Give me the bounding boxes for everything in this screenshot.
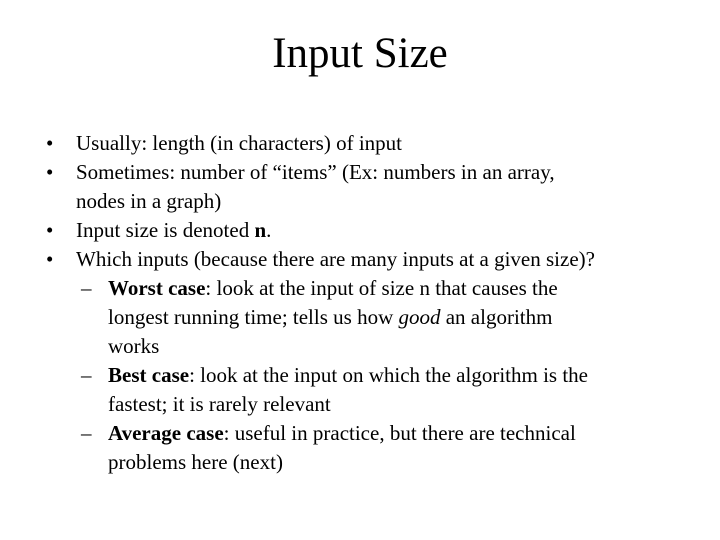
bullet-continuation — [0, 187, 720, 216]
sub-bullet-item — [0, 419, 720, 448]
bullet-item — [0, 216, 720, 245]
sub-bullet-line: : useful in practice, but there are technical — [223, 421, 576, 445]
slide-body — [0, 129, 720, 477]
sub-bullet-line: : look at the input on which the algorithm is the — [189, 363, 589, 387]
bullet-code: n — [254, 218, 267, 242]
sub-bullet-text: fastest; it is rarely relevant — [108, 392, 331, 416]
bullet-glyph: • — [46, 247, 54, 271]
slide-title: Input Size — [272, 30, 448, 77]
bullet-item — [0, 129, 720, 158]
bullet-text-prefix: Input size is denoted — [76, 218, 255, 242]
bullet-glyph: • — [46, 160, 54, 184]
sub-bullet-continuation — [0, 448, 720, 477]
sub-bullet-continuation — [0, 390, 720, 419]
sub-bullet-item — [0, 361, 720, 390]
sub-bullet-continuation — [0, 303, 720, 332]
sub-bullet-text — [108, 274, 558, 303]
sub-bullet-text: works — [108, 334, 160, 358]
bullet-item — [0, 245, 720, 274]
bullet-glyph: • — [46, 218, 54, 242]
sub-bullet-text — [108, 361, 588, 390]
bullet-text: Which inputs (because there are many inputs at a given size)? — [76, 247, 595, 271]
dash-glyph: – — [81, 363, 92, 387]
sub-bullet-line: : look at the input of size n that causes the — [205, 276, 558, 300]
bullet-item — [0, 158, 720, 187]
sub-bullet-text — [108, 303, 552, 332]
sub-bullet-line: an algorithm — [440, 305, 553, 329]
sub-bullet-text: problems here (next) — [108, 450, 283, 474]
sub-bullet-continuation — [0, 332, 720, 361]
sub-bullet-emphasis: good — [398, 305, 441, 329]
dash-glyph: – — [81, 276, 92, 300]
sub-bullet-line: longest running time; tells us how — [108, 305, 399, 329]
sub-bullet-term: Worst case — [108, 276, 206, 300]
bullet-text: Usually: length (in characters) of input — [76, 131, 402, 155]
bullet-text — [76, 216, 271, 245]
sub-bullet-term: Average case — [108, 421, 224, 445]
bullet-text: nodes in a graph) — [76, 189, 222, 213]
sub-bullet-text — [108, 419, 576, 448]
bullet-text-suffix: . — [266, 218, 272, 242]
sub-bullet-term: Best case — [108, 363, 190, 387]
bullet-glyph: • — [46, 131, 54, 155]
dash-glyph: – — [81, 421, 92, 445]
sub-bullet-item — [0, 274, 720, 303]
bullet-text: Sometimes: number of “items” (Ex: numbers in an array, — [76, 160, 555, 184]
